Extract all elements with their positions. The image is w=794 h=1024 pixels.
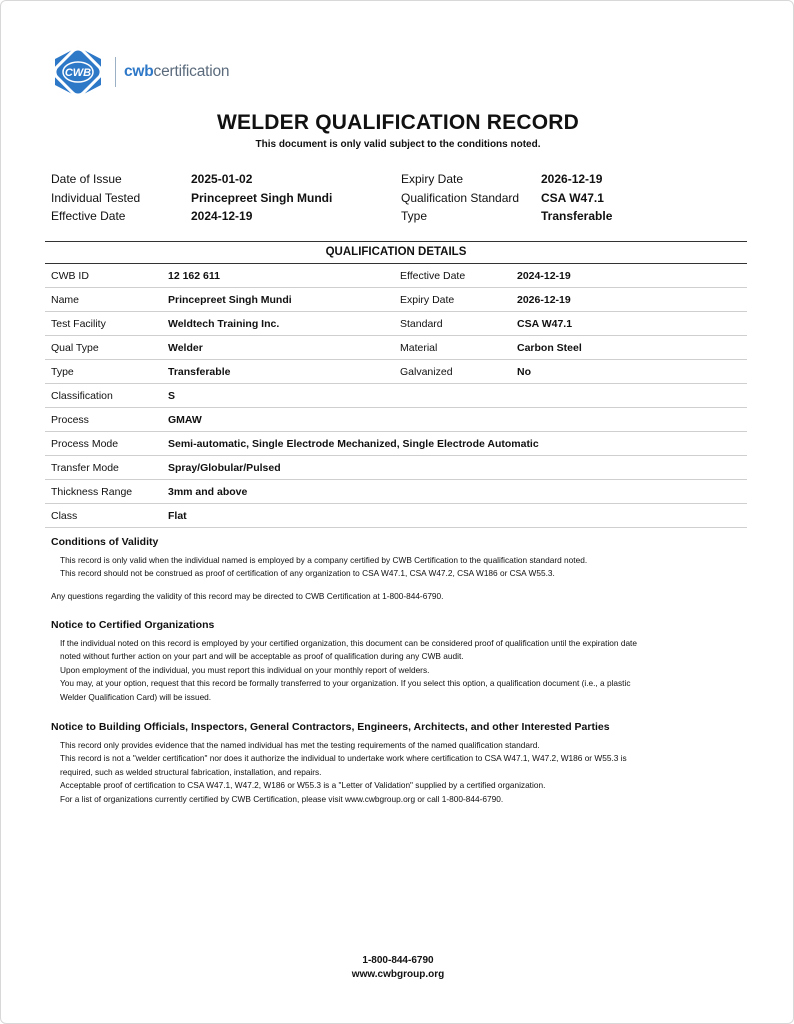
details-row <box>45 336 747 360</box>
notice-orgs-line: If the individual noted on this record is employed by your certified organization, this document can be considered proof of qualification until the expiration date <box>60 637 637 648</box>
summary-label: Expiry Date <box>401 172 464 186</box>
summary-label: Date of Issue <box>51 172 122 186</box>
details-value: 12 162 611 <box>168 270 220 282</box>
summary-label: Type <box>401 209 428 223</box>
details-label: Material <box>400 342 438 354</box>
type-value: Transferable <box>541 209 613 223</box>
details-value: S <box>168 390 176 402</box>
details-value: Flat <box>168 510 187 522</box>
details-value: No <box>517 366 531 378</box>
details-row <box>45 384 747 408</box>
footer-website: www.cwbgroup.org <box>351 969 445 980</box>
cwb-badge-text: CWB <box>64 67 92 79</box>
details-label: Galvanized <box>400 366 453 378</box>
questions-note: Any questions regarding the validity of this record may be directed to CWB Certification at 1-800-844-6790. <box>51 591 444 601</box>
details-label: Test Facility <box>51 318 106 330</box>
notice-officials-section <box>51 721 751 807</box>
summary-row <box>1 209 794 228</box>
notice-orgs-section <box>51 619 751 705</box>
details-value: 2024-12-19 <box>517 270 571 282</box>
summary-row <box>1 172 794 191</box>
details-value: Semi-automatic, Single Electrode Mechanized, Single Electrode Automatic <box>168 438 539 450</box>
document-subtitle: This document is only valid subject to the conditions noted. <box>255 139 541 150</box>
details-label: Type <box>51 366 74 378</box>
details-row <box>45 408 747 432</box>
details-label: Expiry Date <box>400 294 455 306</box>
details-value: Spray/Globular/Pulsed <box>168 462 281 474</box>
details-value: Princepreet Singh Mundi <box>168 294 292 306</box>
summary-label: Effective Date <box>51 209 126 223</box>
cwb-logo <box>51 45 229 99</box>
details-row <box>45 480 747 504</box>
details-label: Standard <box>400 318 443 330</box>
conditions-line: This record should not be construed as proof of certification of any organization to CSA W47.1, CSA W47.2, CSA W186 or CSA W55.3. <box>60 568 555 579</box>
cwb-badge-icon <box>51 45 105 99</box>
logo-wordmark <box>124 63 229 81</box>
notice-orgs-line: You may, at your option, request that this record be formally transferred to your organization. If you select this option, a qualification document (i.e., a plastic <box>60 678 631 689</box>
details-row <box>45 504 747 528</box>
expiry-date-value: 2026-12-19 <box>541 172 603 186</box>
effective-date-value: 2024-12-19 <box>191 209 253 223</box>
logo-divider <box>115 57 116 87</box>
details-row <box>45 288 747 312</box>
details-value: 3mm and above <box>168 486 248 498</box>
summary-label: Individual Tested <box>51 190 141 205</box>
details-value: GMAW <box>168 414 202 426</box>
notice-orgs-heading: Notice to Certified Organizations <box>51 619 215 631</box>
details-label: Thickness Range <box>51 486 133 498</box>
summary-label: Qualification Standard <box>401 190 520 205</box>
conditions-section <box>51 536 751 581</box>
notice-orgs-line: Upon employment of the individual, you must report this individual on your monthly report of welders. <box>60 664 430 675</box>
details-label: Classification <box>51 390 113 402</box>
notice-officials-line: This record only provides evidence that the named individual has met the testing requirements of the named qualification standard. <box>60 739 540 750</box>
details-label: Transfer Mode <box>51 462 119 474</box>
date-of-issue-value: 2025-01-02 <box>191 172 253 186</box>
logo-brand-rest: certification <box>153 63 230 80</box>
details-label: Class <box>51 510 78 522</box>
individual-value: Princepreet Singh Mundi <box>191 190 333 205</box>
summary-row <box>1 191 794 210</box>
notice-officials-line: Acceptable proof of certification to CSA W47.1, W47.2, W186 or W55.3 is a "Letter of Validation" supplied by a certified organization. <box>60 780 546 791</box>
details-row <box>45 456 747 480</box>
details-label: Effective Date <box>400 270 466 282</box>
details-label: Qual Type <box>51 342 99 354</box>
details-value: 2026-12-19 <box>517 294 571 306</box>
details-value: CSA W47.1 <box>517 318 573 330</box>
details-row <box>45 264 747 288</box>
logo-brand-bold: cwb <box>124 63 154 80</box>
notice-officials-line: required, such as welded structural fabrication, installation, and repairs. <box>60 766 322 777</box>
details-label: Name <box>51 294 80 306</box>
details-label: Process Mode <box>51 438 119 450</box>
document-title: WELDER QUALIFICATION RECORD <box>217 111 579 134</box>
notice-orgs-line: noted without further action on your part and will be acceptable as proof of qualification during any CWB audit. <box>60 651 464 662</box>
qualification-details-heading: QUALIFICATION DETAILS <box>45 241 747 264</box>
details-row <box>45 360 747 384</box>
details-label: CWB ID <box>51 270 89 282</box>
details-row <box>45 312 747 336</box>
notice-officials-line: This record is not a "welder certification" nor does it authorize the individual to undertake work where certification to CSA W47.1, W47.2, W186 or W55.3 is <box>60 753 627 764</box>
details-value: Transferable <box>168 366 231 378</box>
details-value: Welder <box>168 342 203 354</box>
footer-phone: 1-800-844-6790 <box>362 955 434 966</box>
notice-officials-line: For a list of organizations currently certified by CWB Certification, please visit www.cwbgroup.org or call 1-800-844-6790. <box>60 793 504 804</box>
qualification-details-table <box>45 241 747 528</box>
details-label: Process <box>51 414 89 426</box>
conditions-line: This record is only valid when the individual named is employed by a company certified by CWB Certification to the qualification standard noted. <box>60 554 588 565</box>
details-value: Carbon Steel <box>517 342 582 354</box>
details-value: Weldtech Training Inc. <box>168 318 280 330</box>
notice-orgs-line: Welder Qualification Card) will be issued. <box>60 691 212 702</box>
summary-grid <box>1 172 794 228</box>
notice-officials-heading: Notice to Building Officials, Inspectors, General Contractors, Engineers, Architects, and other Interested Parties <box>51 721 610 733</box>
standard-value: CSA W47.1 <box>541 190 604 205</box>
details-row <box>45 432 747 456</box>
conditions-heading: Conditions of Validity <box>51 536 159 548</box>
